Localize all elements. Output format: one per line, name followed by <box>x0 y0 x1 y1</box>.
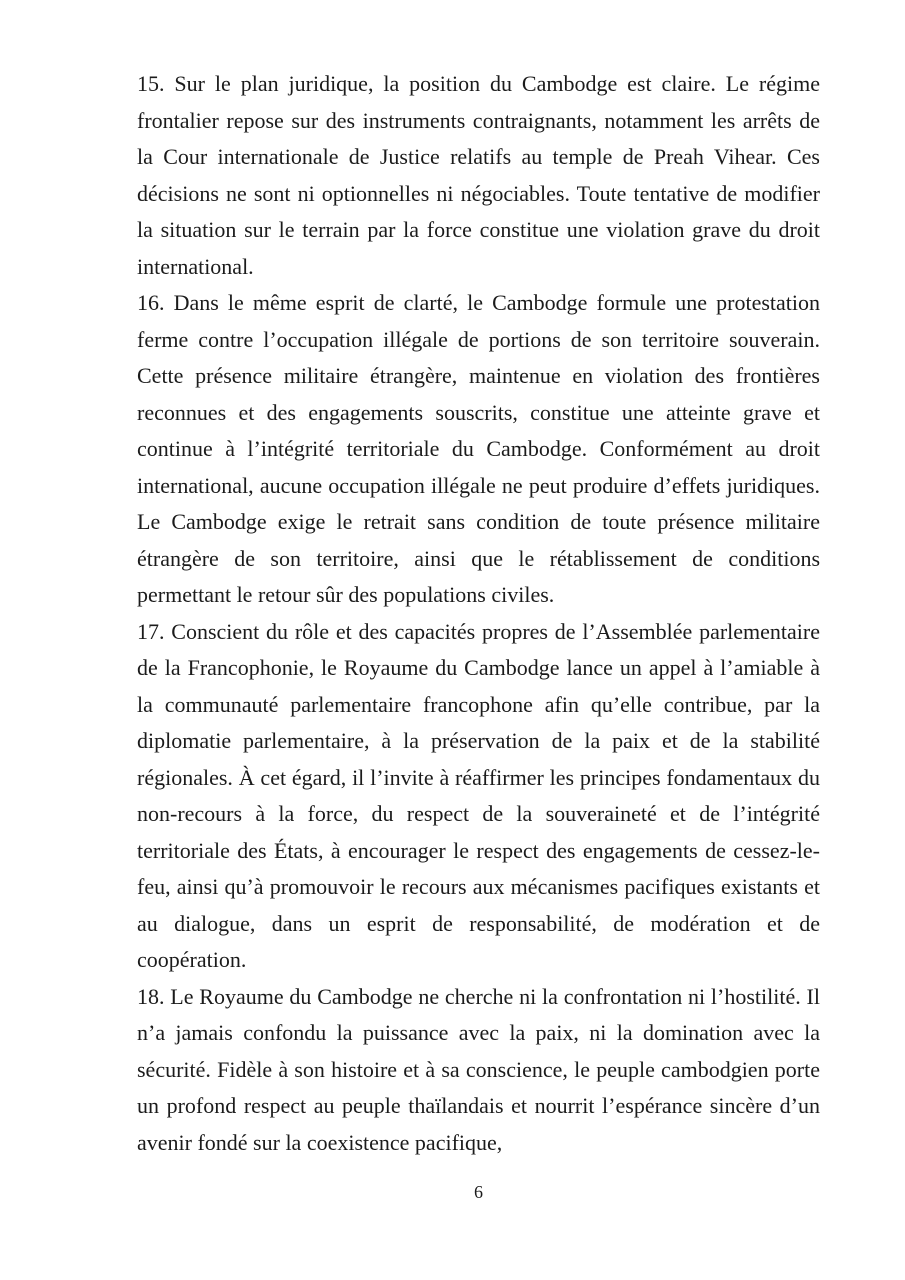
paragraph-17: 17. Conscient du rôle et des capacités propres de l’Assemblée parlementaire de la Francophonie, le Royaume du Cambodge lance un appel à l’amiable à la communauté parlementaire francophone afin qu’elle contribue, par la diplomatie parlementaire, à la préservation de la paix et de la stabilité régionales. À cet égard, il l’invite à réaffirmer les principes fondamentaux du non-recours à la force, du respect de la souveraineté et de l’intégrité territoriale des États, à encourager le respect des engagements de cessez-le-feu, ainsi qu’à promouvoir le recours aux mécanismes pacifiques existants et au dialogue, dans un esprit de responsabilité, de modération et de coopération. <box>137 618 820 972</box>
paragraph-18: 18. Le Royaume du Cambodge ne cherche ni la confrontation ni l’hostilité. Il n’a jamais confondu la puissance avec la paix, ni la domination avec la sécurité. Fidèle à son histoire et à sa conscience, le peuple cambodgien porte un profond respect au peuple thaïlandais et nourrit l’espérance sincère d’un avenir fondé sur la coexistence pacifique, <box>137 983 820 1155</box>
page-number: 6 <box>474 1182 483 1202</box>
document-body <box>137 66 820 1161</box>
paragraph-16: 16. Dans le même esprit de clarté, le Cambodge formule une protestation ferme contre l’occupation illégale de portions de son territoire souverain. Cette présence militaire étrangère, maintenue en violation des frontières reconnues et des engagements souscrits, constitue une atteinte grave et continue à l’intégrité territoriale du Cambodge. Conformément au droit international, aucune occupation illégale ne peut produire d’effets juridiques. Le Cambodge exige le retrait sans condition de toute présence militaire étrangère de son territoire, ainsi que le rétablissement de conditions permettant le retour sûr des populations civiles. <box>137 290 820 607</box>
paragraph-15: 15. Sur le plan juridique, la position du Cambodge est claire. Le régime frontalier repose sur des instruments contraignants, notamment les arrêts de la Cour internationale de Justice relatifs au temple de Preah Vihear. Ces décisions ne sont ni optionnelles ni négociables. Toute tentative de modifier la situation sur le terrain par la force constitue une violation grave du droit international. <box>137 71 820 279</box>
